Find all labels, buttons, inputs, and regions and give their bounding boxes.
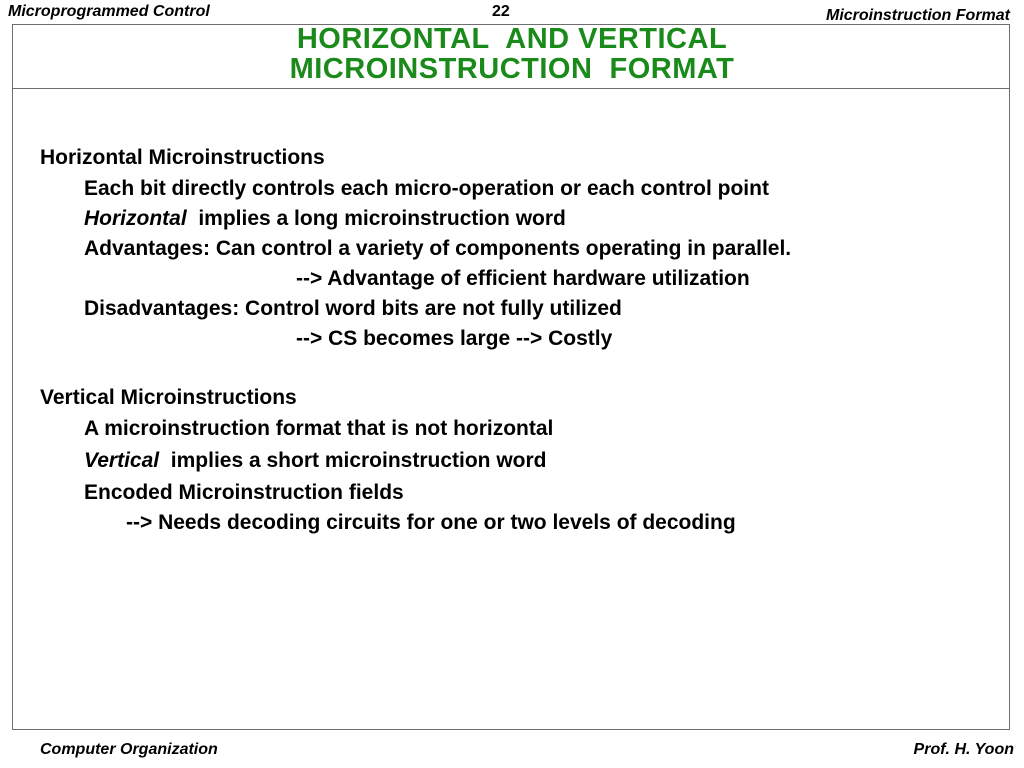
horizontal-disadvantages-result: --> CS becomes large --> Costly xyxy=(296,327,613,350)
horizontal-disadvantages: Disadvantages: Control word bits are not fully utilized xyxy=(84,297,622,320)
horizontal-emphasis: Horizontal xyxy=(84,207,187,230)
header-right-label: Microinstruction Format xyxy=(825,7,1010,24)
slide-frame xyxy=(12,24,1010,730)
vertical-emphasis: Vertical xyxy=(84,449,160,472)
horizontal-bullet-1: Each bit directly controls each micro-operation or each control point xyxy=(84,177,769,200)
vertical-bullet-2 xyxy=(84,448,547,474)
slide-title xyxy=(0,24,1024,84)
vertical-bullet-1: A microinstruction format that is not horizontal xyxy=(84,417,554,440)
vertical-heading: Vertical Microinstructions xyxy=(40,386,297,409)
footer-left-label: Computer Organization xyxy=(40,741,218,758)
horizontal-heading: Horizontal Microinstructions xyxy=(40,146,325,169)
vertical-bullet-3-result: --> Needs decoding circuits for one or two levels of decoding xyxy=(126,511,736,534)
vertical-bullet-2-text: implies a short microinstruction word xyxy=(159,449,547,472)
title-divider xyxy=(12,88,1010,89)
slide-title-line-2: MICROINSTRUCTION FORMAT xyxy=(289,53,735,85)
horizontal-advantages: Advantages: Can control a variety of components operating in parallel. xyxy=(84,237,792,260)
horizontal-advantages-result: --> Advantage of efficient hardware utilization xyxy=(296,267,750,290)
page-number: 22 xyxy=(492,3,510,20)
horizontal-bullet-2-text: implies a long microinstruction word xyxy=(186,207,566,230)
slide-title-line-1: HORIZONTAL AND VERTICAL xyxy=(296,23,728,55)
header-left-label: Microprogrammed Control xyxy=(8,3,210,20)
horizontal-bullet-2 xyxy=(84,206,566,232)
vertical-bullet-3: Encoded Microinstruction fields xyxy=(84,481,404,504)
footer-right-label: Prof. H. Yoon xyxy=(913,741,1014,758)
